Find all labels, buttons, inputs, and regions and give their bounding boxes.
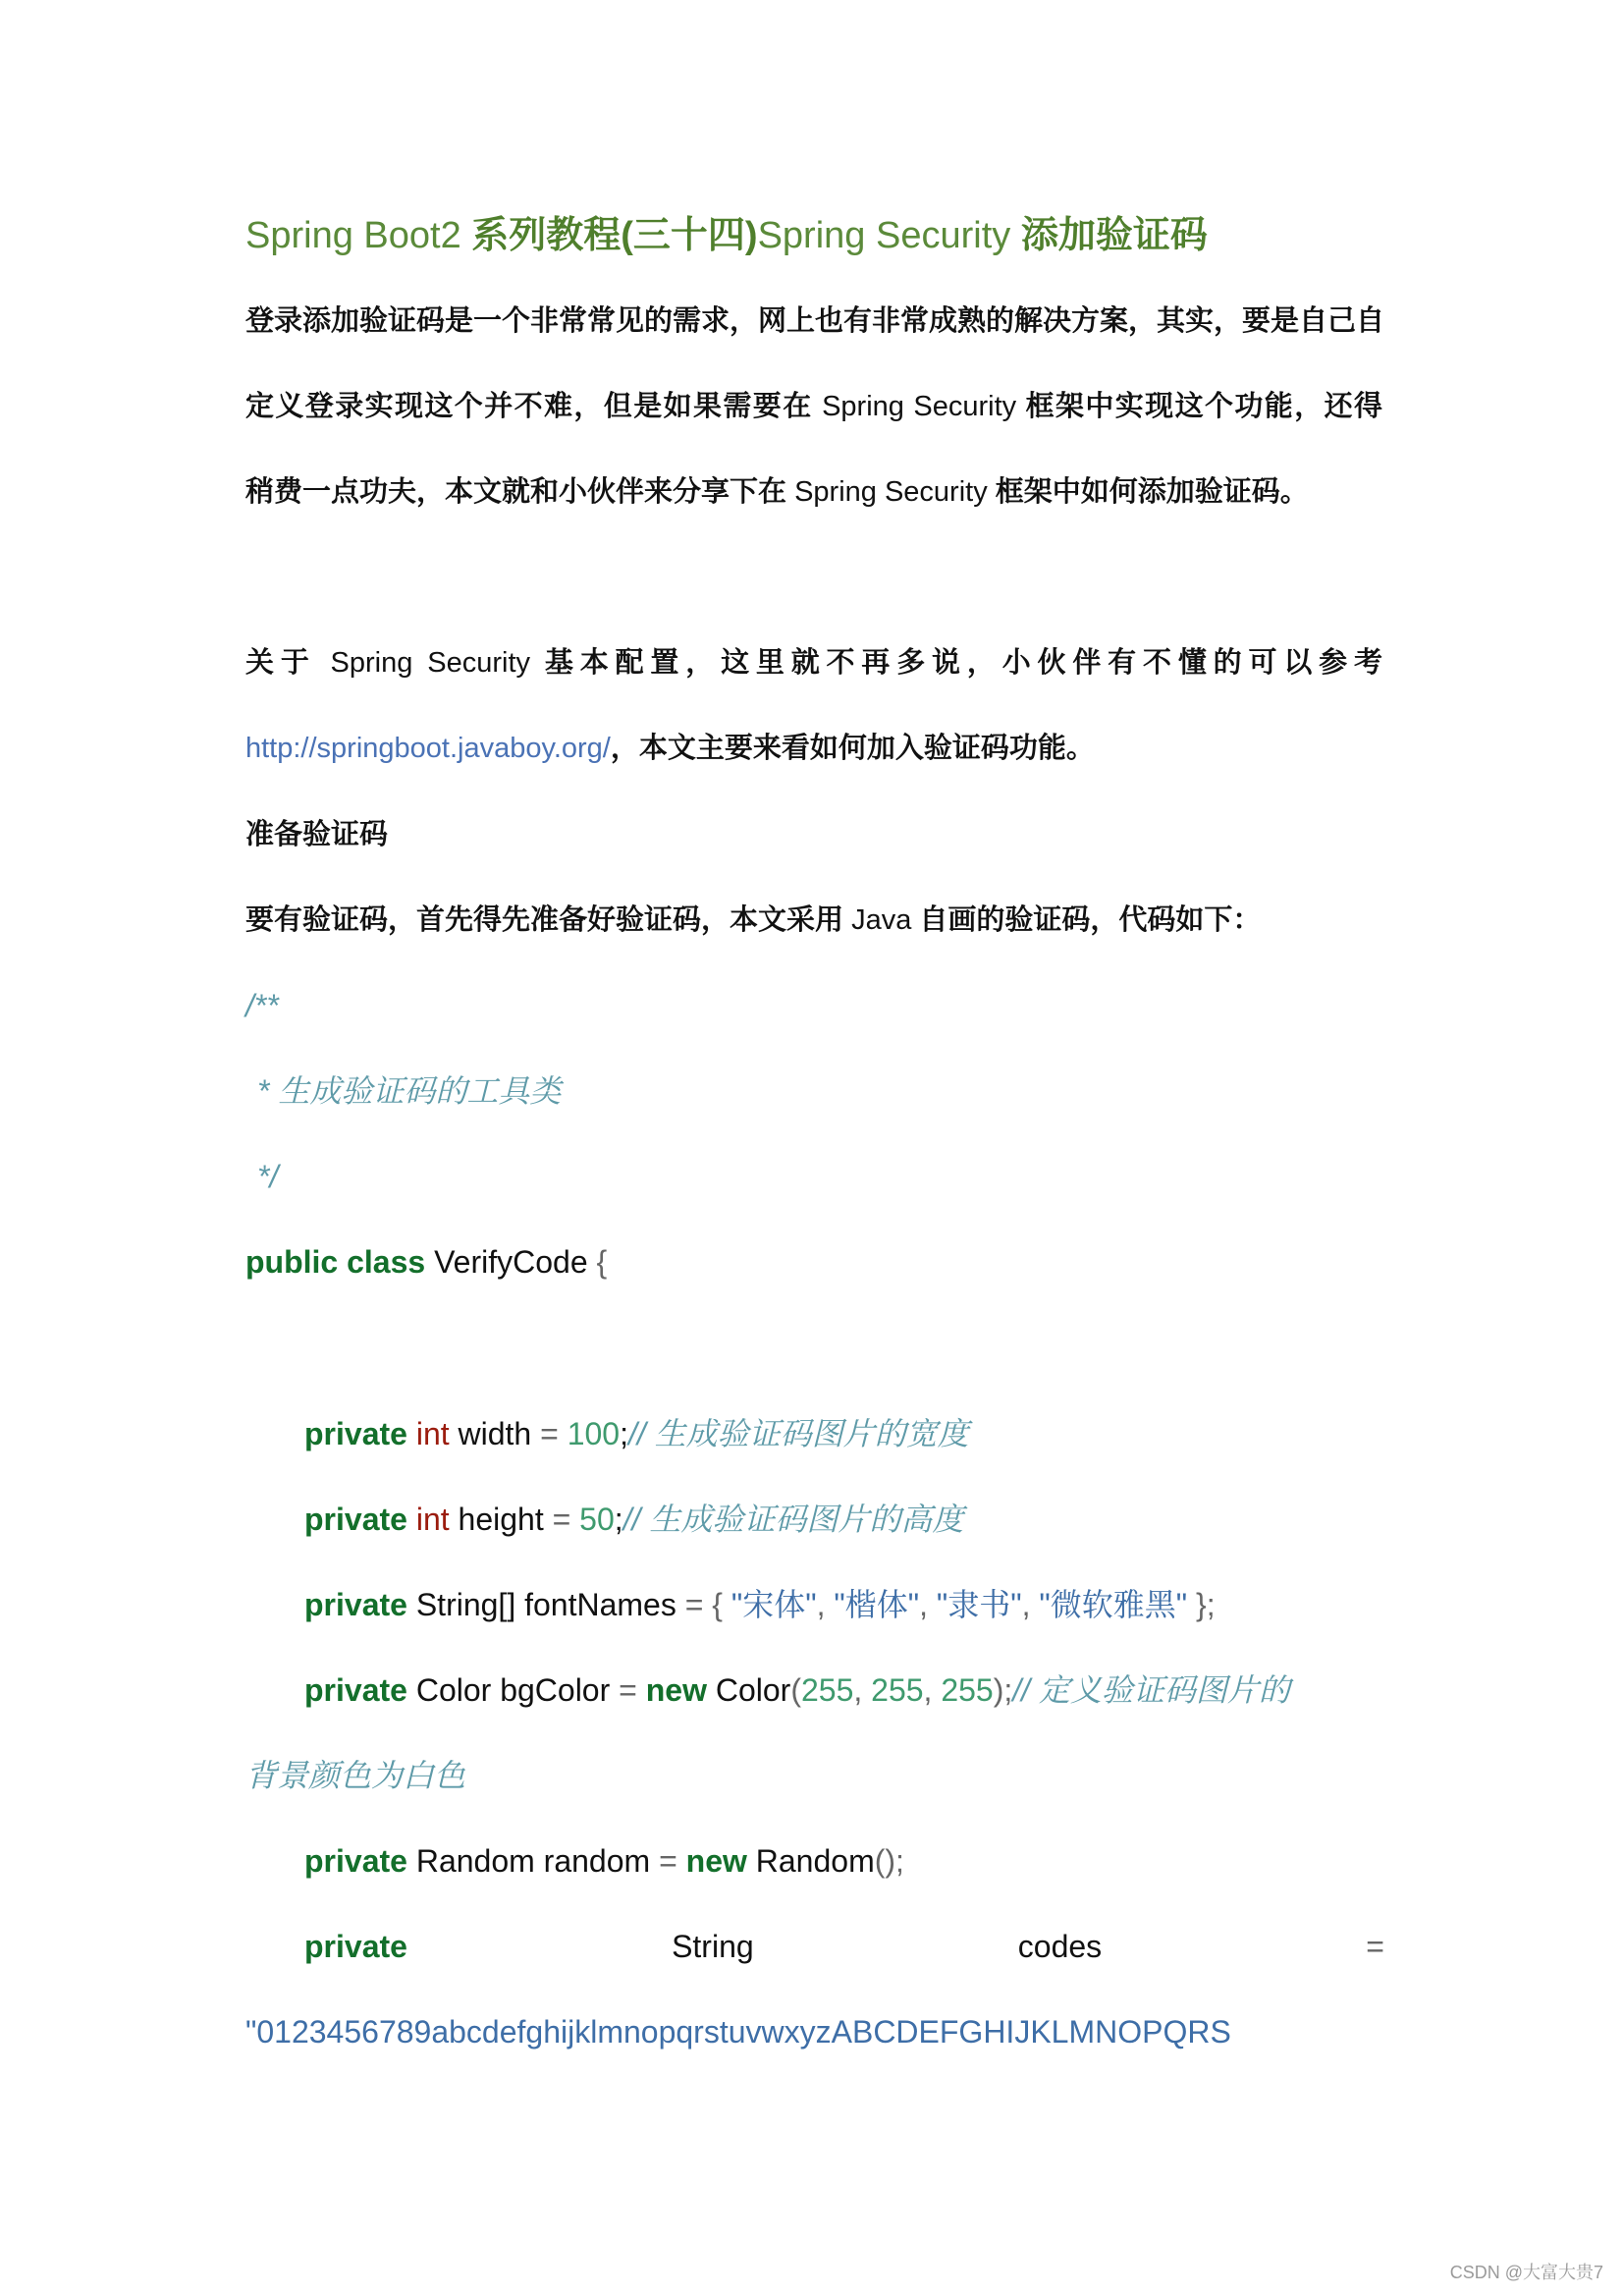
identifier: bgColor [491, 1672, 620, 1708]
keyword: new [676, 1843, 747, 1879]
brace: { [703, 1587, 731, 1622]
reference-text: 基本配置，这里就不再多说，小伙伴有不懂的可以参考 [530, 647, 1382, 679]
identifier: codes [1017, 1929, 1103, 1964]
comma: , [1021, 1587, 1040, 1622]
identifier: width [449, 1416, 541, 1451]
section-heading: 准备验证码 [245, 819, 389, 850]
intro-line-3 [245, 472, 1309, 512]
type: int [406, 1502, 450, 1537]
type: Random [406, 1843, 535, 1879]
intro-term: Spring Security [822, 391, 1017, 422]
line-comment: // 定义验证码图片的 [1012, 1672, 1290, 1708]
section-description [245, 901, 1261, 940]
title-part-3: Spring Security [757, 215, 1021, 256]
code-codes-line [304, 1927, 1384, 1966]
identifier: height [449, 1502, 553, 1537]
code-bgcolor-line [304, 1670, 1290, 1710]
keyword: new [636, 1672, 707, 1708]
operator: = [1366, 1929, 1384, 1964]
comma: , [919, 1587, 937, 1622]
code-comment-close: */ [257, 1159, 279, 1194]
number: 100 [558, 1416, 621, 1451]
line-comment: // 生成验证码图片的宽度 [627, 1416, 969, 1451]
csdn-watermark: CSDN @大富大贵7 [1449, 2263, 1603, 2282]
constructor: Random [746, 1843, 875, 1879]
string-literal: "隶书" [936, 1587, 1022, 1622]
reference-line-1 [245, 643, 1382, 683]
comma: , [853, 1672, 872, 1708]
line-comment: // 生成验证码图片的高度 [622, 1502, 964, 1537]
intro-text: 框架中实现这个功能，还得 [1016, 391, 1382, 422]
class-name: VerifyCode [425, 1244, 597, 1280]
constructor: Color [706, 1672, 791, 1708]
keyword: private [304, 1502, 407, 1537]
number: 50 [570, 1502, 615, 1537]
intro-text: 框架中如何添加验证码。 [987, 476, 1309, 508]
code-fontnames-line [304, 1585, 1216, 1624]
page-title [245, 211, 1208, 260]
keyword: private [304, 1929, 407, 1964]
number: 255 [941, 1672, 994, 1708]
keyword: private [304, 1672, 407, 1708]
title-part-1: Spring Boot2 [245, 215, 472, 256]
intro-text: 稍费一点功夫，本文就和小伙伴来分享下在 [245, 476, 795, 508]
comma: , [923, 1672, 942, 1708]
code-bgcolor-comment-cont: 背景颜色为白色 [245, 1758, 466, 1793]
reference-text: ，本文主要来看如何加入验证码功能。 [610, 733, 1095, 764]
code-class-declaration [245, 1242, 607, 1282]
type: Color [406, 1672, 492, 1708]
paren: (); [874, 1843, 904, 1879]
intro-term: Spring Security [794, 476, 988, 508]
paren: ( [790, 1672, 801, 1708]
brace: }; [1187, 1587, 1216, 1622]
number: 255 [800, 1672, 854, 1708]
brace: { [596, 1244, 608, 1280]
reference-text: 关于 [245, 647, 331, 679]
identifier: random [534, 1843, 660, 1879]
string-literal: "宋体" [730, 1587, 817, 1622]
springboot-link[interactable]: http://springboot.javaboy.org/ [245, 733, 611, 764]
code-comment-body: * 生成验证码的工具类 [257, 1073, 562, 1109]
intro-line-2 [245, 387, 1382, 426]
string-literal: "楷体" [834, 1587, 920, 1622]
code-random-line [304, 1841, 904, 1881]
operator: = [619, 1672, 637, 1708]
type: String [672, 1929, 754, 1964]
title-part-2: 系列教程(三十四) [471, 215, 758, 256]
section-text: 自画的验证码，代码如下： [911, 904, 1262, 936]
operator: = [552, 1502, 571, 1537]
keyword: private [304, 1416, 407, 1451]
code-width-line [304, 1414, 969, 1453]
code-comment-open: /** [245, 988, 279, 1023]
code-height-line [304, 1500, 963, 1539]
operator: = [540, 1416, 559, 1451]
reference-line-2 [245, 729, 1095, 768]
paren: ); [993, 1672, 1013, 1708]
keyword: public class [245, 1244, 426, 1280]
title-part-4: 添加验证码 [1020, 215, 1208, 256]
number: 255 [871, 1672, 924, 1708]
type: int [406, 1416, 450, 1451]
section-text: 要有验证码，首先得先准备好验证码，本文采用 [245, 904, 852, 936]
type: String[] [406, 1587, 516, 1622]
semicolon: ; [614, 1502, 623, 1537]
intro-text: 定义登录实现这个并不难，但是如果需要在 [245, 391, 823, 422]
semicolon: ; [620, 1416, 628, 1451]
code-codes-value: "0123456789abcdefghijklmnopqrstuvwxyzABCDEFGHIJKLMNOPQRS [245, 2014, 1231, 2050]
keyword: private [304, 1843, 407, 1879]
reference-term: Spring Security [330, 647, 531, 679]
intro-line-1: 登录添加验证码是一个非常常见的需求，网上也有非常成熟的解决方案，其实，要是自己自 [245, 305, 1385, 337]
keyword: private [304, 1587, 407, 1622]
comma: , [816, 1587, 835, 1622]
section-term: Java [851, 904, 912, 936]
identifier: fontNames [515, 1587, 685, 1622]
operator: = [659, 1843, 677, 1879]
operator: = [684, 1587, 704, 1622]
string-literal: "微软雅黑" [1039, 1587, 1188, 1622]
